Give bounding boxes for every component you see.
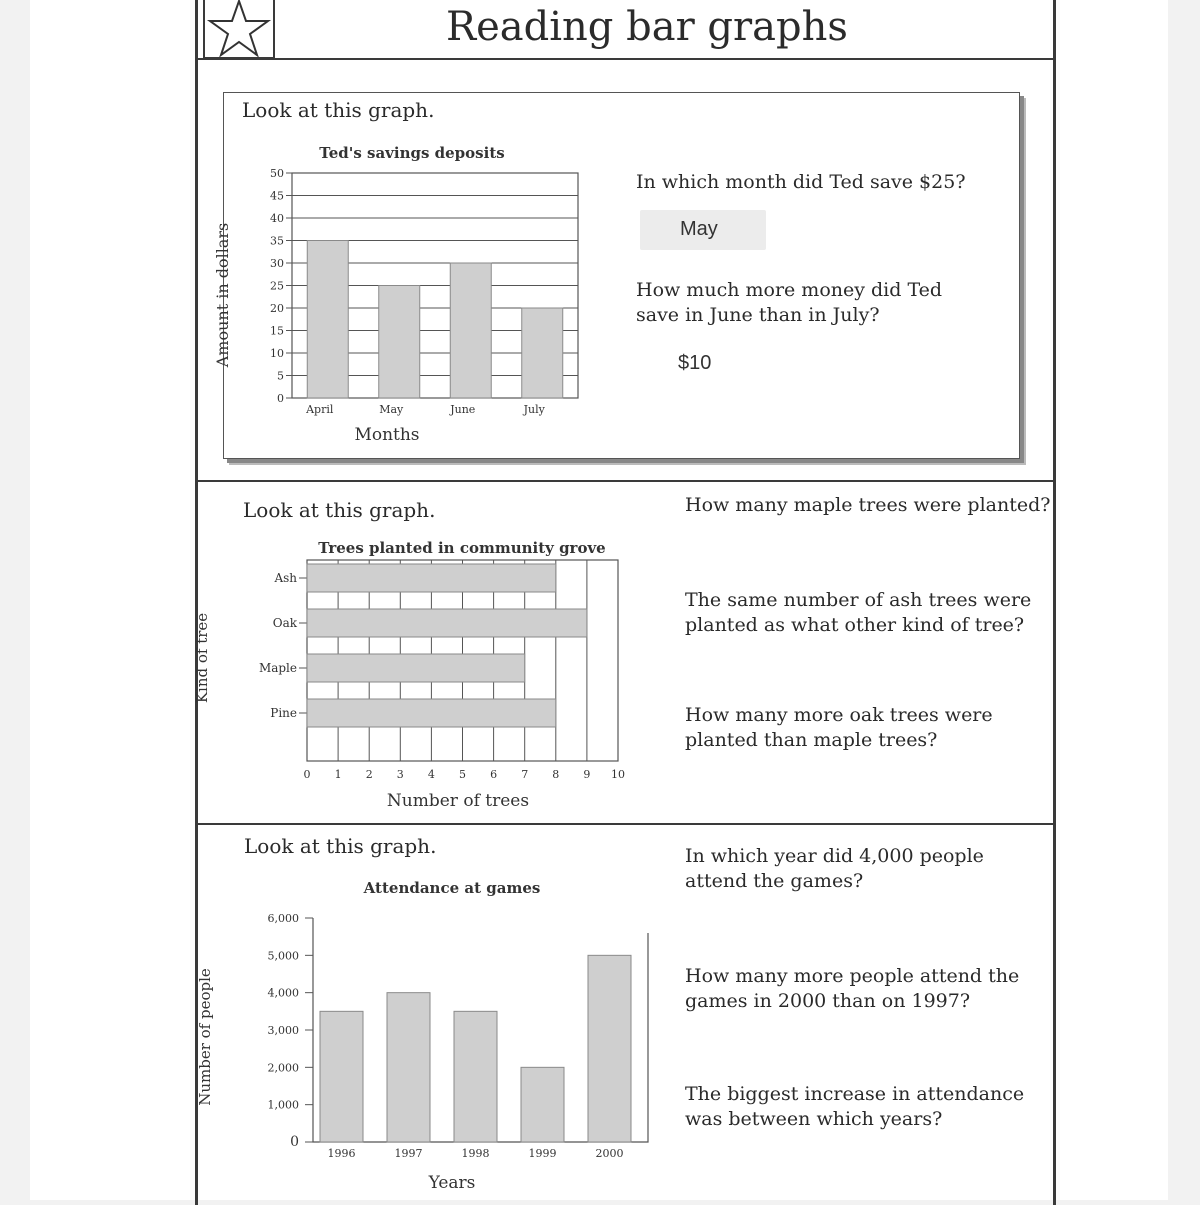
chart-1-ytick-label: 25 bbox=[270, 279, 284, 293]
chart-3-ytick-label: 3,000 bbox=[267, 1024, 299, 1037]
chart-3-bar-1999 bbox=[521, 1067, 564, 1142]
chart-2-xtick-label: 4 bbox=[427, 768, 435, 781]
chart-1-title: Ted's savings deposits bbox=[319, 144, 505, 162]
question-1-1: In which month did Ted save $25? bbox=[636, 171, 966, 193]
question-1-2: How much more money did Ted save in June than in July? bbox=[636, 279, 943, 326]
chart-2-ytick-label: Oak bbox=[272, 616, 297, 630]
chart-3-bar-2000 bbox=[588, 955, 631, 1142]
chart-1-xtick-label: July bbox=[523, 403, 545, 416]
chart-3-bar-1996 bbox=[320, 1011, 363, 1142]
chart-1-ytick-label: 45 bbox=[270, 189, 284, 203]
answer-1-1-field[interactable] bbox=[680, 218, 750, 241]
question-3-2: How many more people attend the games in 2000 than on 1997? bbox=[685, 965, 1020, 1012]
trees-chart bbox=[180, 530, 625, 820]
chart-1-ytick-label: 50 bbox=[270, 167, 284, 180]
chart-3-ytick-label: 2,000 bbox=[267, 1061, 299, 1075]
chart-1-ytick-label: 5 bbox=[277, 369, 284, 383]
chart-1-xtick-label: June bbox=[450, 403, 476, 416]
chart-2-xtick-label: 7 bbox=[521, 768, 529, 781]
question-2-1: How many maple trees were planted? bbox=[685, 494, 1051, 516]
star-icon bbox=[205, 0, 273, 57]
chart-2-bar-pine bbox=[307, 699, 556, 727]
chart-1-xlabel: Months bbox=[354, 425, 420, 445]
chart-3-xtick-label: 1999 bbox=[528, 1147, 557, 1160]
chart-2-xtick-label: 9 bbox=[583, 768, 591, 781]
answer-1-2-field[interactable] bbox=[678, 352, 748, 375]
chart-2-xlabel: Number of trees bbox=[386, 791, 530, 811]
chart-1-ytick-label: 15 bbox=[270, 324, 284, 338]
chart-1-bar-july bbox=[522, 308, 563, 398]
chart-2-title: Trees planted in community grove bbox=[318, 539, 606, 557]
chart-3-xtick-label: 1997 bbox=[394, 1147, 423, 1160]
chart-2-bar-oak bbox=[307, 609, 587, 637]
section-divider-2 bbox=[198, 823, 1053, 825]
chart-2-ytick-label: Maple bbox=[258, 661, 297, 675]
chart-1-xtick-label: April bbox=[306, 403, 334, 416]
chart-2-xtick-label: 2 bbox=[365, 768, 373, 781]
chart-3-xtick-label: 2000 bbox=[595, 1147, 624, 1160]
chart-2-xtick-label: 6 bbox=[490, 768, 498, 781]
chart-3-ytick-label: 0 bbox=[290, 1134, 299, 1150]
question-2-2: The same number of ash trees were planted as what other kind of tree? bbox=[685, 589, 1032, 636]
chart-1-ytick-label: 40 bbox=[270, 212, 284, 225]
chart-3-ytick-label: 4,000 bbox=[267, 986, 299, 1000]
chart-1-bar-june bbox=[450, 263, 491, 398]
question-3-1: In which year did 4,000 people attend the games? bbox=[685, 845, 984, 892]
question-3-3: The biggest increase in attendance was between which years? bbox=[685, 1083, 1025, 1130]
chart-3-xlabel: Years bbox=[428, 1173, 476, 1193]
star-badge bbox=[203, 0, 275, 59]
worksheet-page bbox=[30, 0, 1168, 1200]
chart-1-ylabel: Amount in dollars bbox=[213, 222, 232, 368]
section-2-intro: Look at this graph. bbox=[243, 498, 436, 522]
chart-2-xtick-label: 8 bbox=[552, 768, 560, 781]
chart-2-bar-ash bbox=[307, 564, 556, 592]
chart-3-xtick-label: 1996 bbox=[327, 1147, 356, 1160]
chart-2-ylabel: Kind of tree bbox=[193, 612, 211, 704]
chart-2-xtick-label: 3 bbox=[396, 768, 404, 781]
attendance-chart bbox=[180, 870, 650, 1195]
chart-1-ytick-label: 20 bbox=[270, 302, 284, 315]
chart-3-bar-1997 bbox=[387, 993, 430, 1142]
title-divider bbox=[198, 58, 1053, 60]
chart-2-xtick-label: 5 bbox=[459, 768, 466, 781]
chart-3-xtick-label: 1998 bbox=[461, 1147, 490, 1160]
chart-1-bar-april bbox=[307, 241, 348, 399]
chart-2-bar-maple bbox=[307, 654, 525, 682]
chart-3-title: Attendance at games bbox=[363, 879, 541, 897]
chart-2-xtick-label: 10 bbox=[611, 768, 625, 781]
chart-2-xtick-label: 0 bbox=[303, 768, 311, 781]
chart-3-ytick-label: 5,000 bbox=[267, 949, 299, 963]
chart-1-ytick-label: 30 bbox=[270, 257, 284, 270]
chart-3-bar-1998 bbox=[454, 1011, 497, 1142]
chart-1-xtick-label: May bbox=[379, 403, 404, 416]
section-divider-1 bbox=[198, 480, 1053, 482]
chart-2-xtick-label: 1 bbox=[334, 768, 342, 781]
chart-3-ylabel: Number of people bbox=[196, 968, 214, 1106]
chart-1-ytick-label: 35 bbox=[270, 234, 284, 248]
chart-1-ytick-label: 10 bbox=[270, 347, 284, 360]
chart-1-ytick-label: 0 bbox=[277, 392, 284, 405]
chart-3-ytick-label: 1,000 bbox=[267, 1098, 299, 1112]
chart-3-ytick-label: 6,000 bbox=[267, 912, 299, 925]
page-title: Reading bar graphs bbox=[446, 4, 848, 50]
chart-2-ytick-label: Ash bbox=[274, 571, 297, 585]
chart-1-bar-may bbox=[379, 286, 420, 399]
chart-2-ytick-label: Pine bbox=[270, 706, 297, 720]
savings-chart bbox=[180, 135, 580, 455]
section-1-intro: Look at this graph. bbox=[242, 98, 435, 122]
question-2-3: How many more oak trees were planted than maple trees? bbox=[685, 704, 993, 751]
section-3-intro: Look at this graph. bbox=[244, 834, 437, 858]
